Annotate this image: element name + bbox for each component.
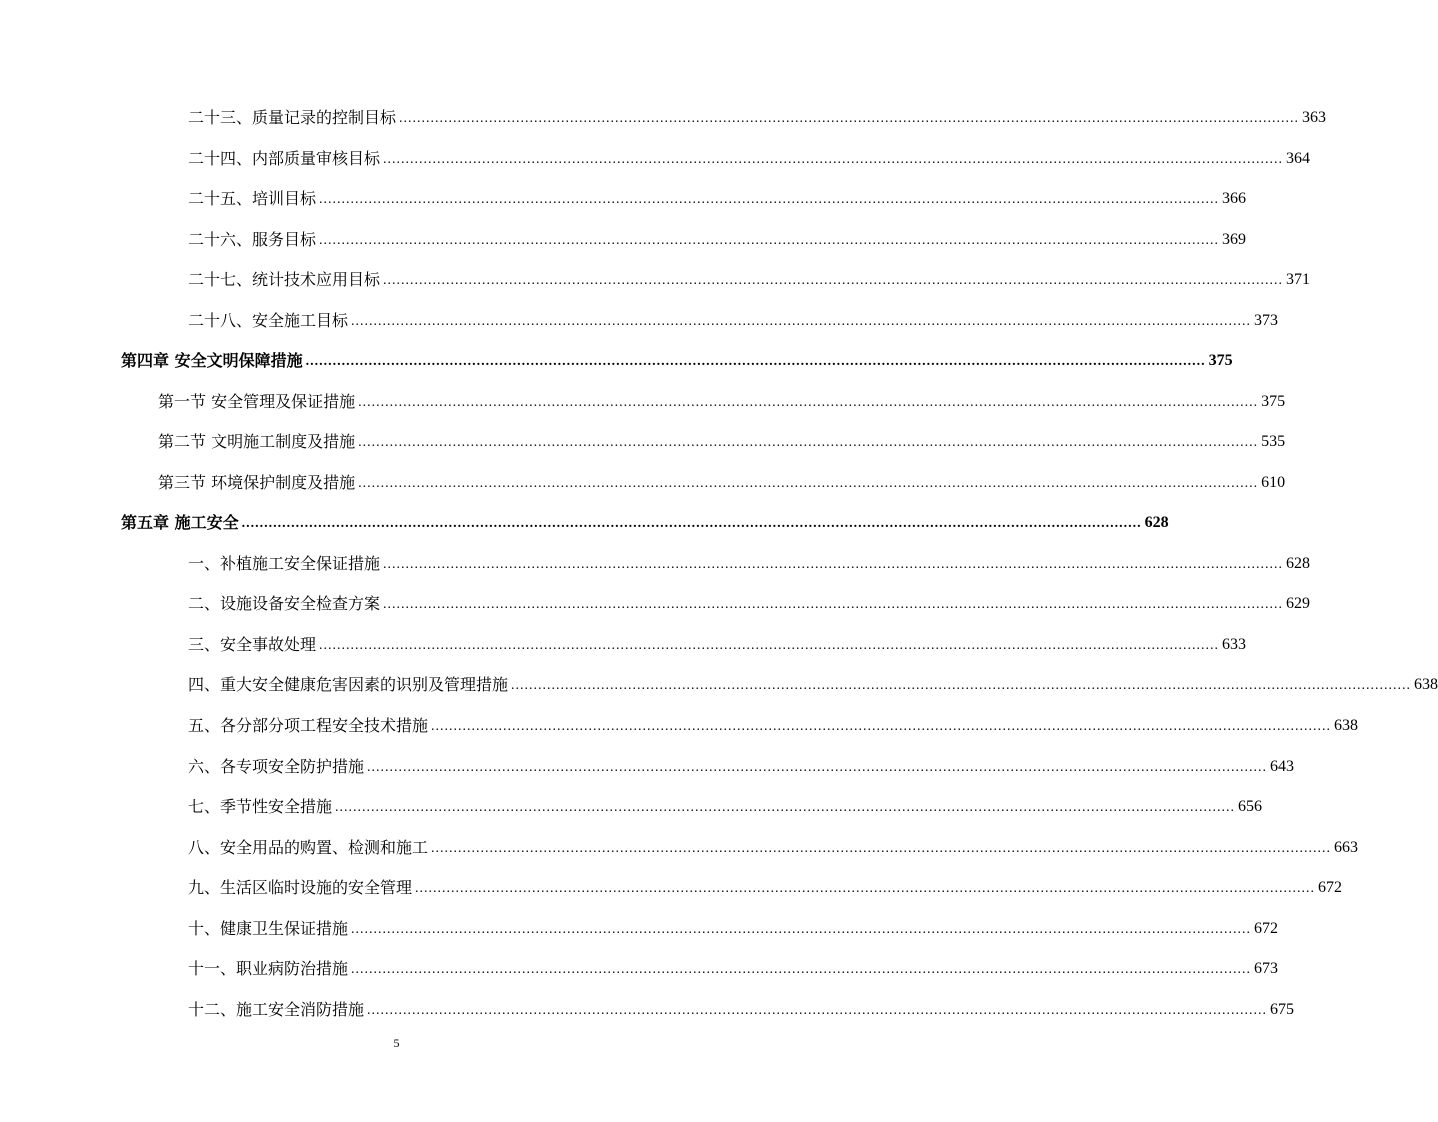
toc-entry[interactable] — [188, 185, 1247, 209]
toc-entry-page: 629 — [1286, 595, 1311, 612]
toc-entry-page: 638 — [1334, 717, 1359, 734]
toc-entry-label: 一、补植施工安全保证措施 — [188, 554, 381, 573]
toc-leader-dots: ........................................................................................................................................................................................................ — [431, 841, 1332, 856]
toc-leader-dots: ........................................................................................................................................................................................................ — [358, 395, 1259, 410]
toc-entry-page: 375 — [1208, 352, 1233, 369]
toc-chapter-entry[interactable] — [121, 347, 1233, 371]
toc-entry[interactable] — [188, 104, 1327, 128]
toc-leader-dots: ........................................................................................................................................................................................................ — [351, 922, 1252, 937]
toc-entry[interactable] — [188, 590, 1311, 614]
toc-entry[interactable] — [188, 671, 1438, 695]
toc-entry[interactable] — [188, 145, 1311, 169]
toc-entry-page: 610 — [1261, 474, 1286, 491]
toc-leader-dots: ........................................................................................................................................................................................................ — [305, 354, 1206, 369]
toc-entry-label: 二十五、培训目标 — [188, 189, 317, 208]
toc-section-entry[interactable] — [158, 388, 1286, 412]
toc-leader-dots: ........................................................................................................................................................................................................ — [319, 233, 1220, 248]
toc-entry[interactable] — [188, 550, 1311, 574]
toc-entry-label: 二、设施设备安全检查方案 — [188, 594, 381, 613]
toc-entry-page: 633 — [1222, 636, 1247, 653]
toc-entry-page: 675 — [1270, 1001, 1295, 1018]
toc-entry-page: 364 — [1286, 150, 1311, 167]
toc-leader-dots: ........................................................................................................................................................................................................ — [431, 719, 1332, 734]
toc-chapter-entry[interactable] — [121, 509, 1169, 533]
toc-entry[interactable] — [188, 915, 1279, 939]
toc-entry-label: 二十四、内部质量审核目标 — [188, 149, 381, 168]
toc-leader-dots: ........................................................................................................................................................................................................ — [351, 962, 1252, 977]
toc-leader-dots: ........................................................................................................................................................................................................ — [399, 111, 1300, 126]
toc-leader-dots: ........................................................................................................................................................................................................ — [383, 152, 1284, 167]
toc-entry-label: 第四章 安全文明保障措施 — [121, 351, 303, 370]
toc-entry-page: 375 — [1261, 393, 1286, 410]
toc-entry-page: 369 — [1222, 231, 1247, 248]
toc-leader-dots: ........................................................................................................................................................................................................ — [241, 516, 1142, 531]
toc-leader-dots: ........................................................................................................................................................................................................ — [335, 800, 1236, 815]
toc-leader-dots: ........................................................................................................................................................................................................ — [351, 314, 1252, 329]
toc-entry-label: 十、健康卫生保证措施 — [188, 919, 349, 938]
toc-leader-dots: ........................................................................................................................................................................................................ — [511, 678, 1412, 693]
toc-entry[interactable] — [188, 266, 1311, 290]
toc-leader-dots: ........................................................................................................................................................................................................ — [383, 557, 1284, 572]
toc-entry[interactable] — [188, 226, 1247, 250]
toc-leader-dots: ........................................................................................................................................................................................................ — [319, 192, 1220, 207]
toc-entry-label: 第二节 文明施工制度及措施 — [158, 432, 356, 451]
toc-entry-label: 七、季节性安全措施 — [188, 797, 333, 816]
toc-entry-page: 535 — [1261, 433, 1286, 450]
toc-section-entry[interactable] — [158, 469, 1286, 493]
toc-leader-dots: ........................................................................................................................................................................................................ — [367, 760, 1268, 775]
toc-entry-page: 673 — [1254, 960, 1279, 977]
toc-entry-label: 十一、职业病防治措施 — [188, 959, 349, 978]
toc-entry-label: 第三节 环境保护制度及措施 — [158, 473, 356, 492]
toc-entry-page: 373 — [1254, 312, 1279, 329]
toc-leader-dots: ........................................................................................................................................................................................................ — [319, 638, 1220, 653]
toc-entry-page: 663 — [1334, 839, 1359, 856]
toc-entry-page: 628 — [1144, 514, 1169, 531]
toc-entry-label: 六、各专项安全防护措施 — [188, 757, 365, 776]
toc-entry-page: 638 — [1414, 676, 1438, 693]
toc-entry[interactable] — [188, 955, 1279, 979]
toc-entry[interactable] — [188, 631, 1247, 655]
toc-entry-page: 672 — [1318, 879, 1343, 896]
toc-entry-page: 643 — [1270, 758, 1295, 775]
toc-entry-label: 二十七、统计技术应用目标 — [188, 270, 381, 289]
toc-section-entry[interactable] — [158, 428, 1286, 452]
toc-entry-page: 371 — [1286, 271, 1311, 288]
toc-entry-label: 二十八、安全施工目标 — [188, 311, 349, 330]
toc-entry-label: 二十六、服务目标 — [188, 230, 317, 249]
toc-entry-label: 四、重大安全健康危害因素的识别及管理措施 — [188, 675, 509, 694]
toc-entry-page: 672 — [1254, 920, 1279, 937]
toc-leader-dots: ........................................................................................................................................................................................................ — [383, 597, 1284, 612]
toc-entry-label: 八、安全用品的购置、检测和施工 — [188, 838, 429, 857]
toc-entry-page: 363 — [1302, 109, 1327, 126]
toc-entry[interactable] — [188, 307, 1279, 331]
page-number: 5 — [393, 1036, 400, 1050]
toc-leader-dots: ........................................................................................................................................................................................................ — [415, 881, 1316, 896]
toc-entry-label: 五、各分部分项工程安全技术措施 — [188, 716, 429, 735]
toc-entry-page: 366 — [1222, 190, 1247, 207]
toc-leader-dots: ........................................................................................................................................................................................................ — [383, 273, 1284, 288]
toc-entry-label: 十二、施工安全消防措施 — [188, 1000, 365, 1019]
toc-entry-label: 第一节 安全管理及保证措施 — [158, 392, 356, 411]
toc-entry[interactable] — [188, 712, 1359, 736]
toc-entry[interactable] — [188, 753, 1295, 777]
toc-entry-label: 第五章 施工安全 — [121, 513, 239, 532]
toc-entry[interactable] — [188, 793, 1263, 817]
toc-leader-dots: ........................................................................................................................................................................................................ — [358, 476, 1259, 491]
toc-entry[interactable] — [188, 834, 1359, 858]
toc-entry-page: 628 — [1286, 555, 1311, 572]
toc-entry-page: 656 — [1238, 798, 1263, 815]
toc-entry[interactable] — [188, 874, 1343, 898]
toc-leader-dots: ........................................................................................................................................................................................................ — [367, 1003, 1268, 1018]
toc-entry[interactable] — [188, 996, 1295, 1020]
toc-entry-label: 三、安全事故处理 — [188, 635, 317, 654]
toc-entry-label: 九、生活区临时设施的安全管理 — [188, 878, 413, 897]
toc-entry-label: 二十三、质量记录的控制目标 — [188, 108, 397, 127]
toc-leader-dots: ........................................................................................................................................................................................................ — [358, 435, 1259, 450]
